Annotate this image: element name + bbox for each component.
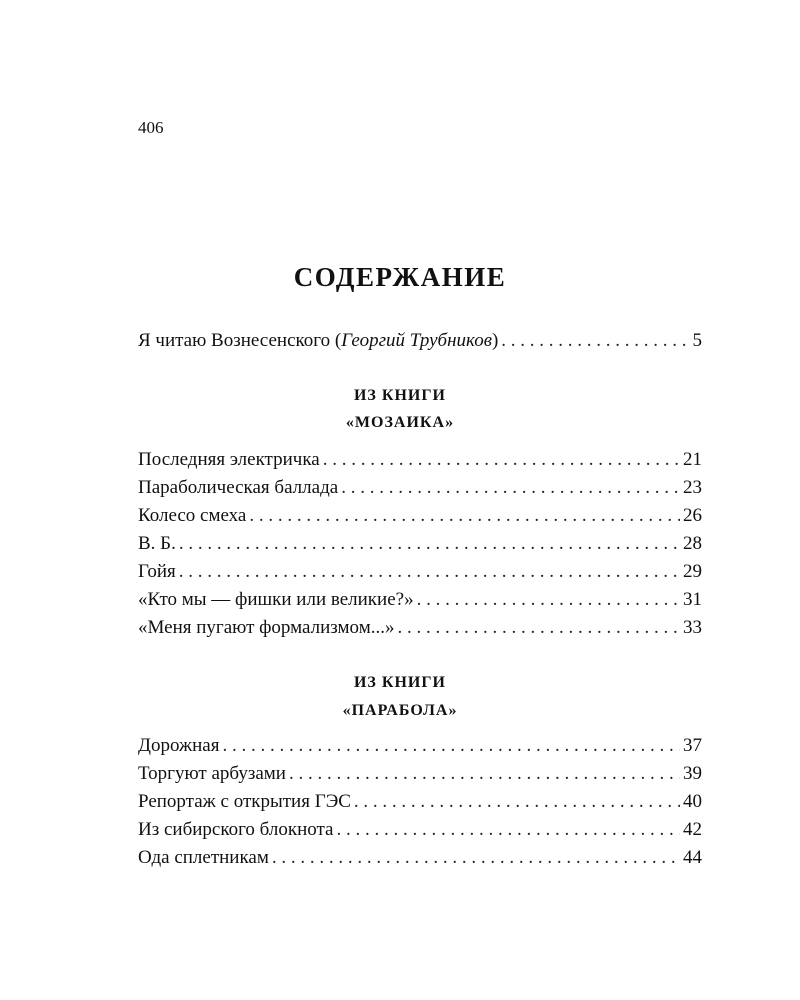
- toc-entry[interactable]: [138, 587, 702, 613]
- leader-dots: [249, 503, 680, 529]
- toc-entry[interactable]: [138, 447, 702, 473]
- toc-page-number: 33: [683, 617, 702, 638]
- toc-page-number: 29: [683, 561, 702, 582]
- toc-entry[interactable]: [138, 817, 702, 843]
- leader-dots: [179, 531, 680, 557]
- contents-title: СОДЕРЖАНИЕ: [293, 262, 507, 292]
- section-heading-line1: ИЗ КНИГИ: [353, 674, 446, 691]
- toc-page-number: 5: [692, 330, 702, 351]
- section-heading-line2: «МОЗАИКА»: [345, 414, 455, 431]
- toc-entry-title: Гойя: [138, 561, 176, 582]
- toc-page-number: 42: [683, 819, 702, 840]
- toc-page-number: 31: [683, 589, 702, 610]
- leader-dots: [272, 845, 680, 871]
- leader-dots: [289, 761, 680, 787]
- section-heading-line2: «ПАРАБОЛА»: [342, 702, 458, 719]
- toc-page-number: 23: [683, 477, 702, 498]
- toc-entry-title: Репортаж с открытия ГЭС: [138, 791, 351, 812]
- toc-entry[interactable]: [138, 761, 702, 787]
- leader-dots: [397, 615, 680, 641]
- toc-entry-title: Торгуют арбузами: [138, 763, 286, 784]
- leader-dots: [323, 447, 680, 473]
- toc-page-number: 37: [683, 735, 702, 756]
- toc-page-number: 26: [683, 505, 702, 526]
- toc-entry-title: Параболическая баллада: [138, 477, 339, 498]
- toc-page-number: 39: [683, 763, 702, 784]
- toc-entry[interactable]: [138, 845, 702, 871]
- toc-entry[interactable]: [138, 503, 702, 529]
- leader-dots: [417, 587, 680, 613]
- toc-entry[interactable]: [138, 789, 702, 815]
- toc-entry-title: Я читаю Вознесенского (Георгий Трубников): [138, 330, 499, 351]
- toc-entry-intro[interactable]: [138, 328, 702, 354]
- toc-entry-title: В. Б.: [138, 533, 176, 554]
- toc-entry[interactable]: [138, 733, 702, 759]
- toc-page-number: 40: [683, 791, 702, 812]
- toc-entry-title: Последняя электричка: [138, 449, 320, 470]
- toc-entry-title: Ода сплетникам: [138, 847, 269, 868]
- page-number: 406: [138, 118, 164, 137]
- toc-entry-title: «Кто мы — фишки или великие?»: [138, 589, 414, 610]
- leader-dots: [501, 328, 689, 354]
- section-heading-line1: ИЗ КНИГИ: [353, 387, 446, 404]
- toc-entry[interactable]: [138, 615, 702, 641]
- leader-dots: [354, 789, 680, 815]
- leader-dots: [336, 817, 680, 843]
- toc-entry-title: Колесо смеха: [138, 505, 247, 526]
- toc-page-number: 28: [683, 533, 702, 554]
- toc-entry-title: Из сибирского блокнота: [138, 819, 334, 840]
- toc-entry[interactable]: [138, 531, 702, 557]
- toc-entry-title: «Меня пугают формализмом...»: [138, 617, 395, 638]
- toc-entry[interactable]: [138, 475, 702, 501]
- leader-dots: [179, 559, 680, 585]
- toc-page-number: 44: [683, 847, 702, 868]
- leader-dots: [222, 733, 680, 759]
- toc-entry[interactable]: [138, 559, 702, 585]
- toc-page-number: 21: [683, 449, 702, 470]
- toc-entry-author: Георгий Трубников: [341, 330, 492, 351]
- toc-entry-title: Дорожная: [138, 735, 220, 756]
- leader-dots: [341, 475, 680, 501]
